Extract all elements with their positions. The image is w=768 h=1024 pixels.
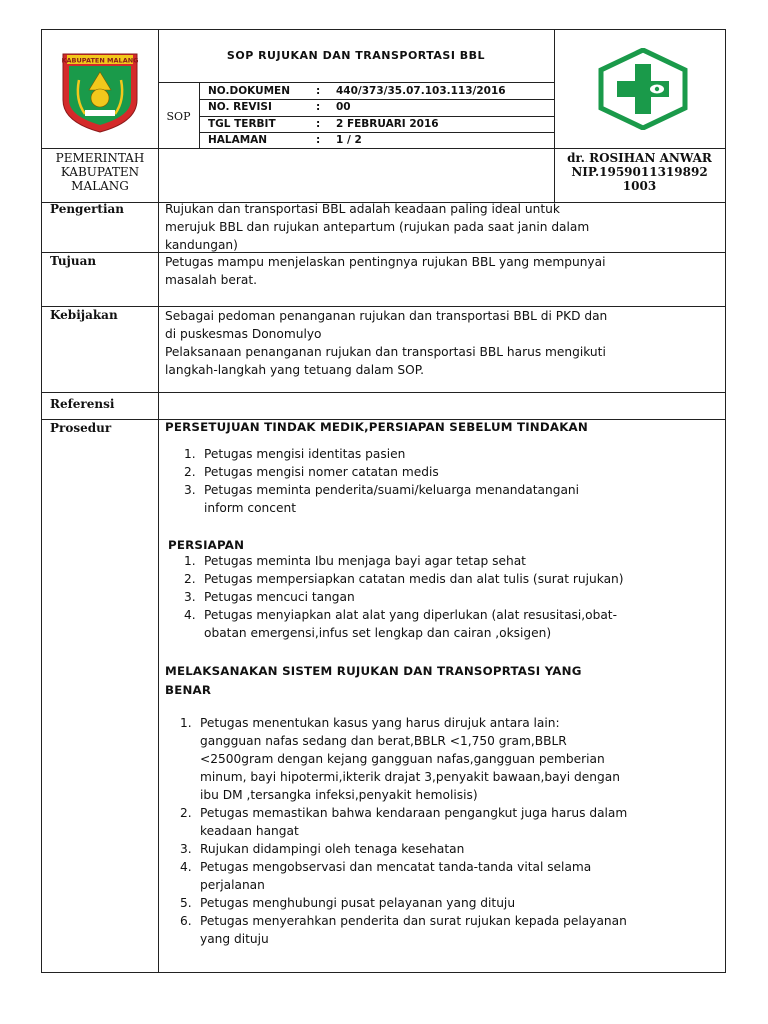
text-line: Petugas memastikan bahwa kendaraan pengangkut juga harus dalam — [200, 806, 628, 820]
list-item — [184, 570, 721, 588]
official-signatory — [554, 151, 725, 193]
melaksanakan-list — [180, 714, 721, 948]
green-cross-icon — [597, 48, 689, 130]
persetujuan-list — [184, 445, 721, 517]
text-line: obatan emergensi,infus set lengkap dan cairan ,oksigen) — [204, 626, 552, 640]
list-number: 1. — [180, 716, 192, 730]
text-line: Sebagai pedoman penanganan rujukan dan transportasi BBL di PKD dan — [165, 309, 608, 323]
list-number: 4. — [184, 608, 196, 622]
text-line: Petugas mengobservasi dan mencatat tanda-tanda vital selama — [200, 860, 592, 874]
list-item — [180, 804, 721, 840]
text-line: ibu DM ,tersangka infeksi,penyakit hemolisis) — [200, 788, 478, 802]
text-line: masalah berat. — [165, 273, 257, 287]
text-line: perjalanan — [200, 878, 265, 892]
list-number: 3. — [180, 842, 192, 856]
text-line: inform concent — [204, 501, 296, 515]
text-line: Petugas menentukan kasus yang harus dirujuk antara lain: — [200, 716, 560, 730]
text-line: Petugas mencuci tangan — [204, 590, 355, 604]
text-line: Petugas mempersiapkan catatan medis dan alat tulis (surat rujukan) — [204, 572, 624, 586]
text-line: Rujukan dan transportasi BBL adalah keadaan paling ideal untuk — [165, 202, 560, 216]
label-prosedur: Prosedur — [50, 421, 112, 435]
list-number: 6. — [180, 914, 192, 928]
tujuan-text — [165, 253, 721, 289]
list-item — [180, 912, 721, 948]
gov-line: KABUPATEN — [60, 165, 140, 179]
regency-shield-icon — [59, 50, 141, 134]
meta-value-no-dokumen: 440/373/35.07.103.113/2016 — [336, 85, 506, 97]
text-line: MELAKSANAKAN SISTEM RUJUKAN DAN TRANSOPRTASI YANG — [165, 664, 582, 678]
text-line: Petugas menghubungi pusat pelayanan yang dituju — [200, 896, 516, 910]
list-item — [184, 606, 721, 642]
header-divider — [42, 148, 725, 149]
official-name: dr. ROSIHAN ANWAR — [567, 151, 712, 165]
list-number: 1. — [184, 447, 196, 461]
sop-label: SOP — [166, 110, 191, 123]
document-title: SOP RUJUKAN DAN TRANSPORTASI BBL — [226, 49, 486, 62]
list-number: 2. — [184, 465, 196, 479]
label-kebijakan: Kebijakan — [50, 308, 118, 322]
section-title-persetujuan: PERSETUJUAN TINDAK MEDIK,PERSIAPAN SEBELUM TINDAKAN — [165, 420, 588, 434]
pengertian-text — [165, 200, 721, 254]
section-title-persiapan: PERSIAPAN — [168, 538, 245, 552]
text-line: Pelaksanaan penanganan rujukan dan transportasi BBL harus mengikuti — [165, 345, 606, 359]
text-line: gangguan nafas sedang dan berat,BBLR <1,750 gram,BBLR — [200, 734, 567, 748]
list-item — [184, 481, 721, 517]
text-line: kandungan) — [165, 238, 238, 252]
meta-value-tgl-terbit: 2 FEBRUARI 2016 — [336, 118, 439, 130]
text-line: Petugas menyiapkan alat alat yang diperlukan (alat resusitasi,obat- — [204, 608, 617, 622]
list-item — [184, 463, 721, 481]
official-nip: NIP.1959011319892 — [571, 165, 708, 179]
text-line: Petugas mampu menjelaskan pentingnya rujukan BBL yang mempunyai — [165, 255, 606, 269]
text-line: Petugas meminta penderita/suami/keluarga menandatangani — [204, 483, 580, 497]
text-line: BENAR — [165, 683, 212, 697]
meta-separator: : — [316, 101, 321, 113]
sop-divider — [199, 82, 200, 148]
list-number: 1. — [184, 554, 196, 568]
prosedur-content — [165, 420, 721, 948]
text-line: Petugas meminta Ibu menjaga bayi agar tetap sehat — [204, 554, 526, 568]
label-tujuan: Tujuan — [50, 254, 97, 268]
government-block — [42, 151, 158, 193]
text-line: Petugas menyerahkan penderita dan surat rujukan kepada pelayanan — [200, 914, 627, 928]
list-item — [180, 894, 721, 912]
text-line: keadaan hangat — [200, 824, 299, 838]
list-number: 3. — [184, 590, 196, 604]
meta-key-no-dokumen: NO.DOKUMEN — [208, 85, 291, 97]
label-referensi: Referensi — [50, 397, 115, 411]
meta-key-tgl-terbit: TGL TERBIT — [208, 118, 276, 130]
kebijakan-text — [165, 307, 721, 379]
list-item — [184, 445, 721, 463]
list-item — [184, 588, 721, 606]
meta-key-halaman: HALAMAN — [208, 134, 268, 146]
list-item — [180, 714, 721, 804]
text-line: <2500gram dengan kejang gangguan nafas,gangguan pemberian — [200, 752, 605, 766]
text-line: minum, bayi hipotermi,ikterik drajat 3,penyakit bawaan,bayi dengan — [200, 770, 620, 784]
official-nip-cont: 1003 — [622, 179, 657, 193]
text-line: langkah-langkah yang tetuang dalam SOP. — [165, 363, 425, 377]
meta-divider — [199, 99, 554, 100]
list-number: 2. — [180, 806, 192, 820]
kabupaten-malang-logo — [59, 50, 141, 134]
list-number: 2. — [184, 572, 196, 586]
meta-separator: : — [316, 85, 321, 97]
meta-value-no-revisi: 00 — [336, 101, 351, 113]
title-divider — [158, 82, 554, 83]
text-line: Rujukan didampingi oleh tenaga kesehatan — [200, 842, 465, 856]
svg-text:KABUPATEN MALANG: KABUPATEN MALANG — [61, 56, 139, 65]
meta-value-halaman: 1 / 2 — [336, 134, 362, 146]
text-line: Petugas mengisi nomer catatan medis — [204, 465, 439, 479]
puskesmas-logo — [597, 48, 689, 130]
meta-key-no-revisi: NO. REVISI — [208, 101, 272, 113]
list-number: 5. — [180, 896, 192, 910]
meta-separator: : — [316, 134, 321, 146]
list-item — [180, 858, 721, 894]
gov-line: PEMERINTAH — [55, 151, 145, 165]
list-number: 4. — [180, 860, 192, 874]
meta-divider — [199, 116, 554, 117]
sop-document — [41, 29, 726, 973]
meta-separator: : — [316, 118, 321, 130]
text-line: Petugas mengisi identitas pasien — [204, 447, 406, 461]
text-line: yang dituju — [200, 932, 269, 946]
meta-divider — [199, 132, 554, 133]
list-item — [184, 552, 721, 570]
text-line: di puskesmas Donomulyo — [165, 327, 322, 341]
list-number: 3. — [184, 483, 196, 497]
text-line: merujuk BBL dan rujukan antepartum (rujukan pada saat janin dalam — [165, 220, 590, 234]
gov-line: MALANG — [71, 179, 129, 193]
label-pengertian: Pengertian — [50, 202, 125, 216]
persiapan-list — [184, 552, 721, 642]
section-title-melaksanakan — [165, 662, 721, 700]
list-item — [180, 840, 721, 858]
row-divider — [42, 392, 725, 393]
column-divider-left — [158, 30, 159, 973]
